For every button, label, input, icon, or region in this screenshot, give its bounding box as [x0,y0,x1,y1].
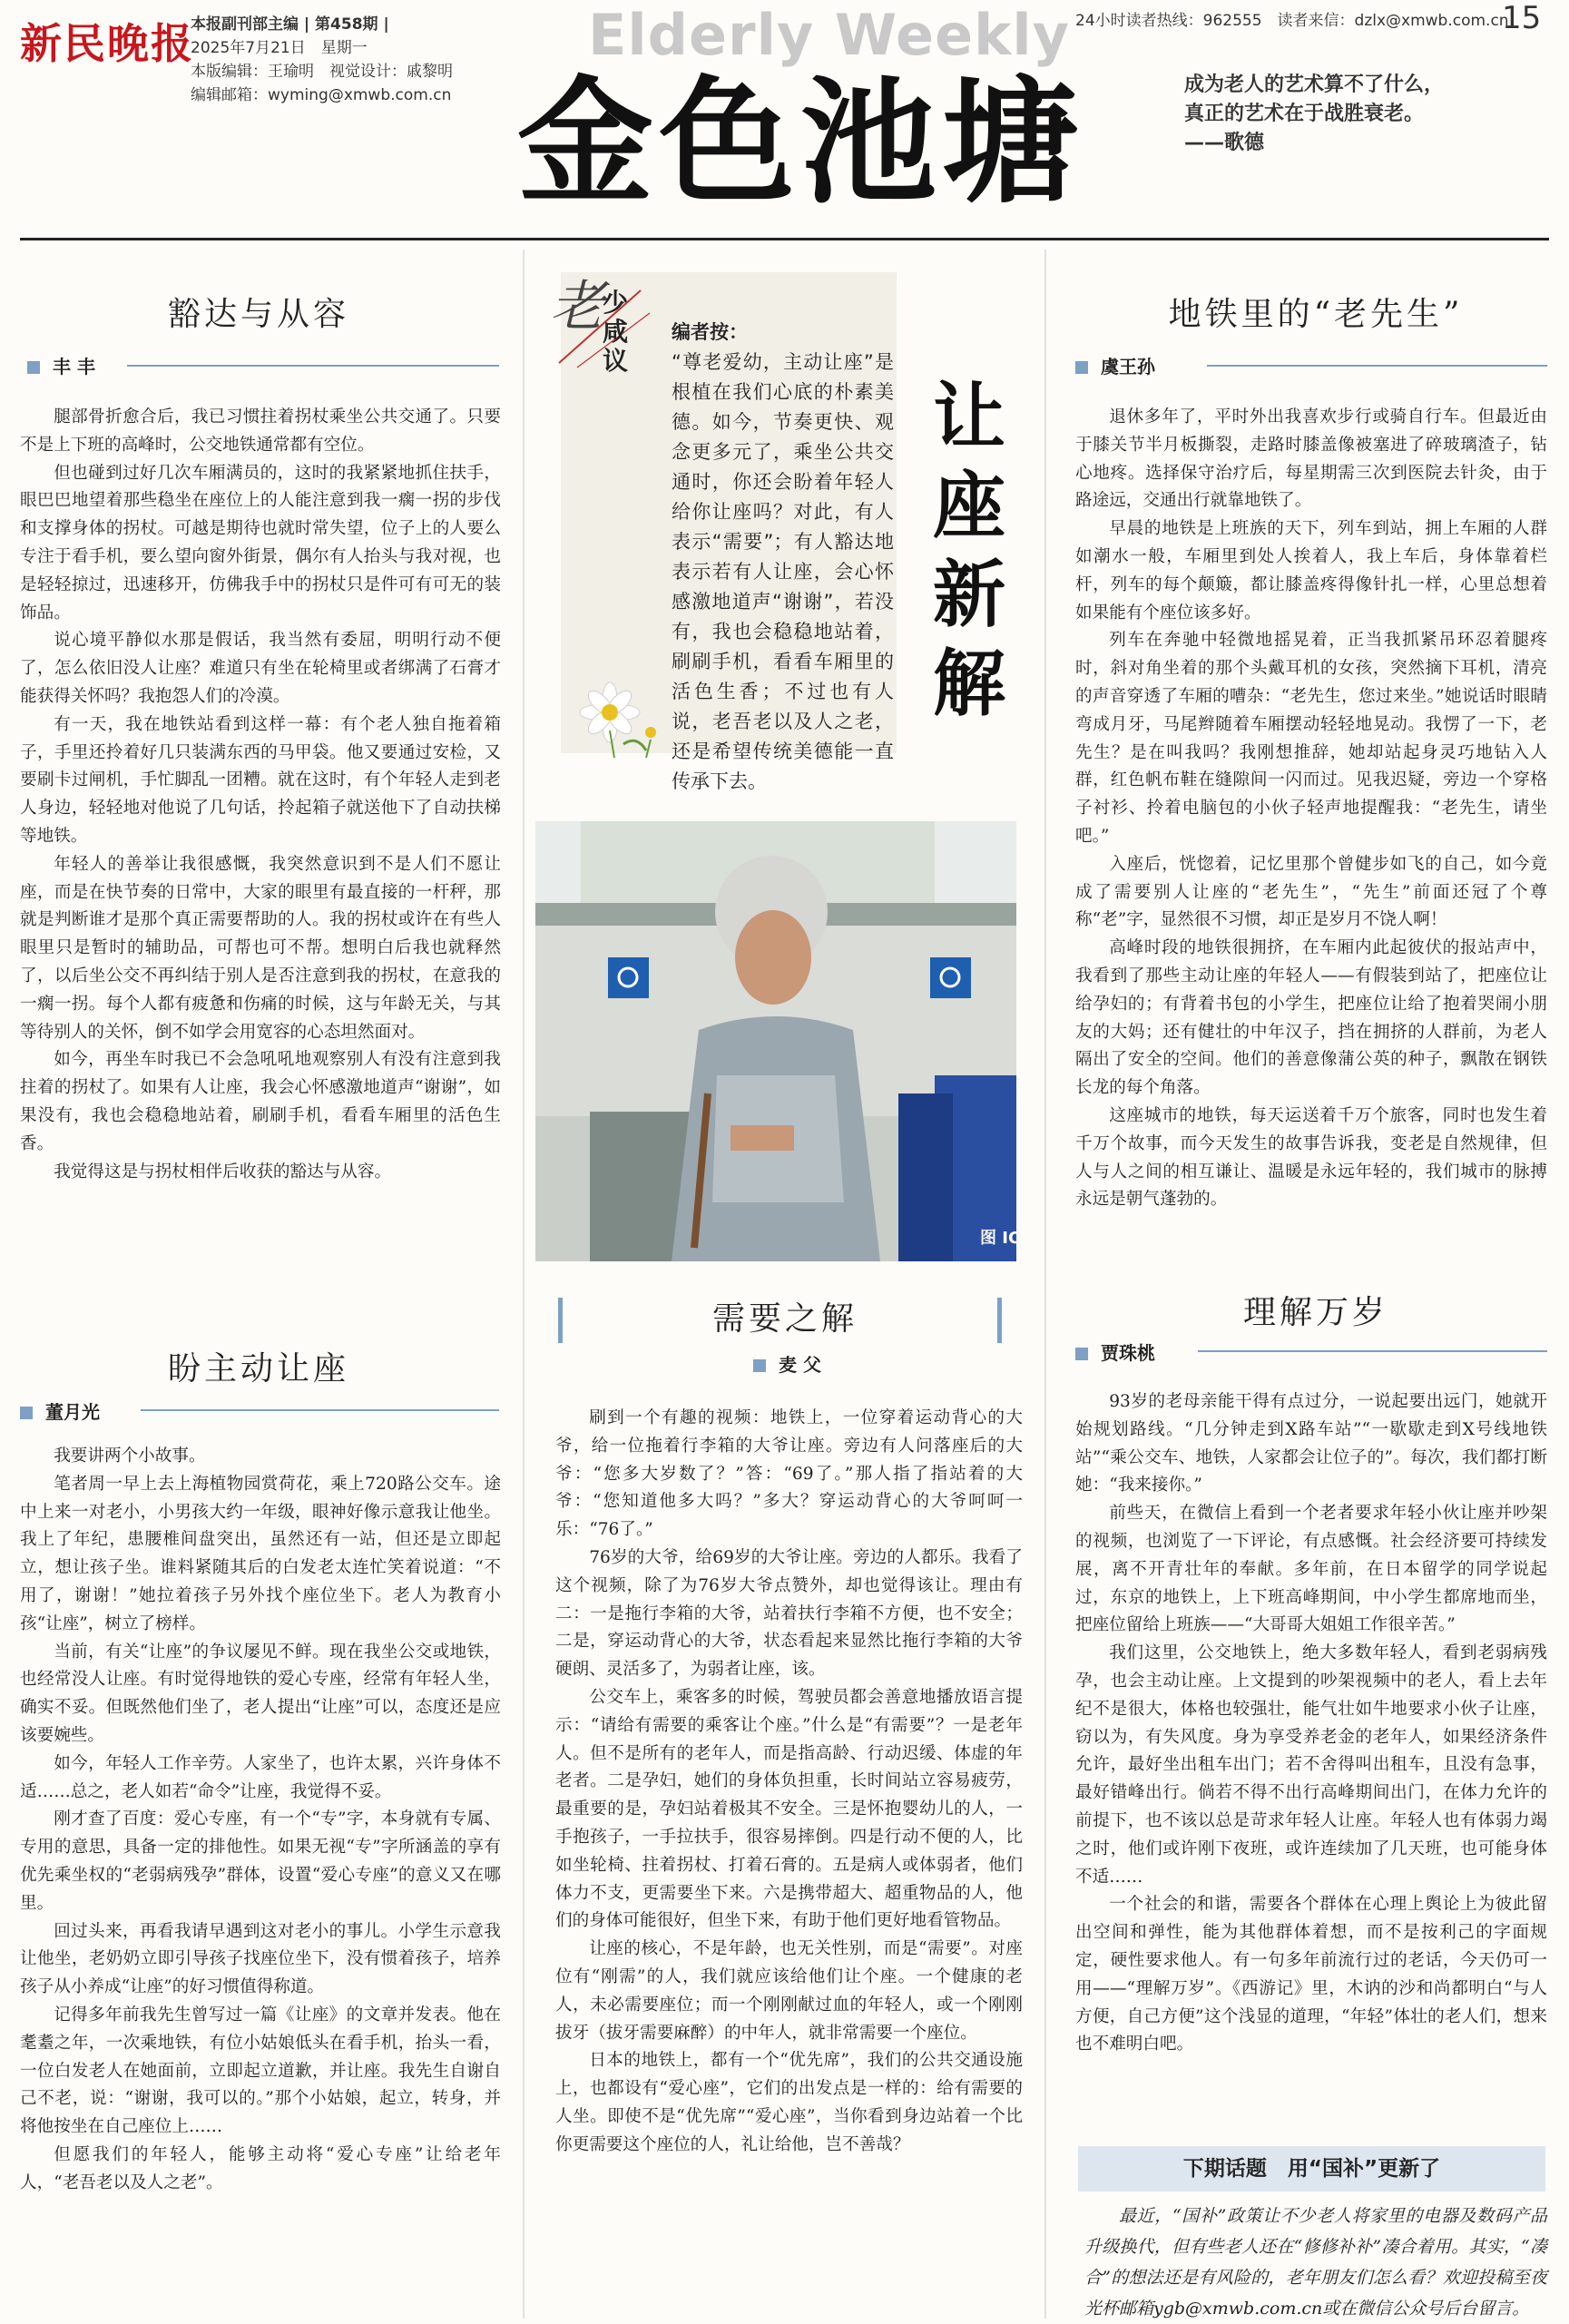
paragraph: 年轻人的善举让我很感慨，我突然意识到不是人们不愿让座，而是在快节奏的日常中，大家的眼里有最直接的一杆秤，那就是判断谁才是那个真正需要帮助的人。我的拐杖或许在有些人眼里只是暂时的辅助品，可帮也可不帮。想明白后我也就释然了，以后坐公交不再纠结于别人是否注意到我的拐杖，在意我的一瘸一拐。每个人都有疲惫和伤痛的时候，这与年龄无关，与其等待别人的关怀，倒不如学会用宽容的心态坦然面对。 [20,854,501,1042]
paragraph: 有一天，我在地铁站看到这样一幕：有个老人独自拖着箱子，手里还拎着好几只装满东西的马甲袋。他又要通过安检，又要刷卡过闸机，手忙脚乱一团糟。就在这时，有个年轻人走到老人身边，轻轻地对他说了几句话，拎起箱子就送他下了自动扶梯等地铁。 [20,714,501,846]
issue-meta [191,13,453,107]
column-seal [550,263,654,376]
article-1-rule [127,365,499,367]
paragraph: 我们这里，公交地铁上，绝大多数年轻人，看到老弱病残孕，也会主动让座。上文提到的吵架视频中的老人，看上去年纪不是很大，体格也较强壮，能气壮如牛地要求小伙子让座，窃以为，有失风度。身为享受养老金的老年人，如果经济条件允许，最好坐出租车出门；若不舍得叫出租车，且没有急事，最好错峰出行。倘若不得不出行高峰期间出门，在体力允许的前提下，也不该以总是苛求年轻人让座。年轻人也有体弱力竭之时，他们或许刚下夜班，或许连续加了几天班，也可能身体不适…… [1075,1643,1547,1887]
bus-seat-photo [535,821,1016,1261]
article-1-title: 豁达与从容 [167,296,349,333]
paragraph: 如今，年轻人工作辛劳。人家坐了，也许太累，兴许身体不适……总之，老人如若“命令”让座，我觉得不妥。 [20,1753,501,1801]
page-number: 15 [1502,0,1542,36]
article-1-body [20,404,501,1302]
paragraph: 最近，“国补”政策让不少老人将家里的电器及数码产品升级换代，但有些老人还在“修修补补”凑合着用。其实，“凑合”的想法还是有风险的，老年朋友们怎么看？欢迎投稿至夜光杯邮箱ygb@xmwb.com.cn或在微信公众号后台留言。 [1084,2206,1547,2319]
article-1-author: 丰 丰 [27,352,95,378]
paragraph: 76岁的大爷，给69岁的大爷让座。旁边的人都乐。我看了这个视频，除了为76岁大爷点赞外，却也觉得该让。理由有二：一是拖行李箱的大爷，站着扶行李箱不方便，也不安全；二是，穿运动背心的大爷，状态看起来显然比拖行李箱的大爷硬朗、灵活多了，为弱者让座，该。 [555,1547,1023,1680]
paragraph: 退休多年了，平时外出我喜欢步行或骑自行车。但最近由于膝关节半月板撕裂，走路时膝盖像被塞进了碎玻璃渣子，钻心地疼。选择保守治疗后，每星期需三次到医院去针灸，由于路途远，交通出行就靠地铁了。 [1075,407,1547,511]
daisy-flower-icon [574,676,673,758]
paragraph: 腿部骨折愈合后，我已习惯拄着拐杖乘坐公共交通了。只要不是上下班的高峰时，公交地铁通常都有空位。 [20,407,501,455]
paragraph: 记得多年前我先生曾写过一篇《让座》的文章并发表。他在耄耋之年，一次乘地铁，有位小姑娘低头在看手机，抬头一看，一位白发老人在她面前，立即起立道歉，并让座。我先生自谢自己不老，说：“谢谢，我可以的。”那个小姑娘，起立，转身，并将他按坐在自己座位上…… [20,2005,501,2137]
article-5-body [1075,1388,1547,2133]
paragraph: 这座城市的地铁，每天运送着千万个旅客，同时也发生着千万个故事，而今天发生的故事告诉我，变老是自然规律，但人与人之间的相互谦让、温暖是永远年轻的，我们城市的脉搏永远是朝气蓬勃的。 [1075,1105,1547,1210]
paragraph: 如今，再坐车时我已不会急吼吼地观察别人有没有注意到我拄着的拐杖了。如果有人让座，我会心怀感激地道声“谢谢”，如果没有，我也会稳稳地站着，刷刷手机，看看车厢里的活色生香。 [20,1050,501,1153]
article-4-author: 虞王孙 [1075,352,1155,378]
meta-line-2: 2025年7月21日 星期一 [191,39,368,57]
paragraph: 93岁的老母亲能干得有点过分，一说起要出远门，她就开始规划路线。“几分钟走到X路车站”“一歇歇走到X号线地铁站”“乘公交车、地铁，人家都会让位子的”。每次，我们都打断她：“我来接你。” [1075,1392,1547,1495]
title-bracket-right-icon [989,1298,1002,1343]
seal-lao: 老 [550,275,604,338]
next-topic-bar: 下期话题 用“国补”更新了 [1078,2146,1545,2192]
feature-title: 让座新解 [933,374,1005,726]
article-2-author: 董月光 [20,1397,100,1424]
article-3-body [555,1405,1023,2312]
editor-note [672,318,894,797]
article-4-title: 地铁里的“老先生” [1168,296,1464,333]
article-3-title: 需要之解 [711,1300,858,1338]
article-5-author: 贾珠桃 [1075,1339,1155,1365]
paragraph: 日本的地铁上，都有一个“优先席”，我们的公共交通设施上，也都设有“爱心座”，它们的出发点是一样的：给有需要的人坐。即使不是“优先席”“爱心座”，当你看到身边站着一个比你更需要这个座位的人，礼让给他，岂不善哉？ [555,2051,1023,2154]
article-4-rule [1207,365,1547,367]
newspaper-logo: 新民晚报 [20,19,194,68]
meta-line-4: 编辑邮箱：wyming@xmwb.com.cn [191,86,452,104]
header-rule [20,238,1549,240]
paragraph: 早晨的地铁是上班族的天下，列车到站，拥上车厢的人群如潮水一般，车厢里到处人挨着人，我上车后，身体靠着栏杆，列车的每个颠簸，都让膝盖疼得像针扎一样，心里总想着如果能有个座位该多好。 [1075,519,1547,623]
seal-column-name: 少咸议 [603,288,629,376]
paragraph: 但愿我们的年轻人，能够主动将“爱心专座”让给老年人，“老吾老以及人之老”。 [20,2144,501,2192]
next-topic-body [1084,2201,1547,2324]
paragraph: 刚才查了百度：爱心专座，有一个“专”字，本身就有专属、专用的意思，具备一定的排他性。如果无视“专”字所涵盖的享有优先乘坐权的“老弱病残孕”群体，设置“爱心专座”的意义又在哪里。 [20,1809,501,1913]
article-5-title: 理解万岁 [1242,1294,1388,1331]
paragraph: 我要讲两个小故事。 [54,1446,206,1466]
paragraph: 但也碰到过好几次车厢满员的，这时的我紧紧地抓住扶手，眼巴巴地望着那些稳坐在座位上的人能注意到我一瘸一拐的步伐和支撑身体的拐杖。可越是期待也就时常失望，位子上的人要么专注于看手机，要么望向窗外街景，偶尔有人抬头与我对视，也是轻轻掠过，迅速移开，仿佛我手中的拐杖只是件可有可无的装饰品。 [20,463,501,623]
meta-line-1: 本报副刊部主编 | 第458期 | [191,15,389,34]
meta-line-3: 本版编辑：王瑜明 视觉设计：戚黎明 [191,63,453,81]
column-divider-left [513,250,534,2319]
paragraph: 我觉得这是与拐杖相伴后收获的豁达与从容。 [54,1162,392,1182]
title-bracket-left-icon [558,1298,571,1343]
english-title: Elderly Weekly [588,2,1071,68]
article-2-rule [141,1409,499,1411]
reader-hotline: 24小时读者热线：962555 读者来信：dzlx@xmwb.com.cn [1075,12,1509,30]
goethe-quote: 成为老人的艺术算不了什么，真正的艺术在于战胜衰老。——歌德 [1184,74,1445,154]
paragraph: 列车在奔驰中轻微地摇晃着，正当我抓紧吊环忍着腿疼时，斜对角坐着的那个头戴耳机的女孩，突然摘下耳机，清亮的声音穿透了车厢的嘈杂：“老先生，您过来坐。”她说话时眼睛弯成月牙，马尾辫随着车厢摆动轻轻地晃动。我愣了一下，老先生？是在叫我吗？我刚想推辞，她却站起身灵巧地钻入人群，红色帆布鞋在缝隙间一闪而过。见我迟疑，旁边一个穿格子衬衫、拎着电脑包的小伙子轻声地提醒我：“老先生，请坐吧。” [1075,631,1547,846]
section-title: 金色池塘 [517,63,1084,222]
paragraph: 高峰时段的地铁很拥挤，在车厢内此起彼伏的报站声中，我看到了那些主动让座的年轻人——有假装到站了，把座位让给孕妇的；有背着书包的小学生，把座位让给了抱着哭闹小朋友的大妈；还有健壮的中年汉子，挡在拥挤的人群前，为老人隔出了安全的空间。他们的善意像蒲公英的种子，飘散在钢铁长龙的每个角落。 [1075,938,1547,1098]
article-5-rule [1198,1350,1547,1352]
paragraph: 说心境平静似水那是假话，我当然有委屈，明明行动不便了，怎么依旧没人让座？难道只有坐在轮椅里或者绑满了石膏才能获得关怀吗？我抱怨人们的冷漠。 [20,631,501,706]
paragraph: 一个社会的和谐，需要各个群体在心理上舆论上为彼此留出空间和弹性，能为其他群体着想，而不是按利己的字面规定，硬性要求他人。有一句多年前流行过的老话，今天仍可一用——“理解万岁”。《西游记》里，木讷的沙和尚都明白“与人方便，自己方便”这个浅显的道理，“年轻”体壮的老人们，想来也不难明白吧。 [1075,1895,1547,2054]
paragraph: 刷到一个有趣的视频：地铁上，一位穿着运动背心的大爷，给一位拖着行李箱的大爷让座。旁边有人问落座后的大爷：“您多大岁数了？”答：“69了。”那人指了指站着的大爷：“您知道他多大吗？”多大？穿运动背心的大爷呵呵一乐：“76了。” [555,1408,1023,1540]
article-2-title: 盼主动让座 [167,1350,349,1388]
article-4-body [1075,404,1547,1266]
article-3-author: 麦 父 [753,1350,821,1377]
paragraph: 公交车上，乘客多的时候，驾驶员都会善意地播放语言提示：“请给有需要的乘客让个座。”什么是“有需要”？一是老年人。但不是所有的老年人，而是指高龄、行动迟缓、体虚的年老者。二是孕妇，她们的身体负担重，长时间站立容易疲劳，最重要的是，孕妇站着极其不安全。三是怀抱婴幼儿的人，一手抱孩子，一手拉扶手，很容易摔倒。四是行动不便的人，比如坐轮椅、拄着拐杖、打着石膏的。五是病人或体弱者，他们体力不支，更需要坐下来。六是携带超大、超重物品的人，他们的身体可能很好，但坐下来，有助于他们更好地看管物品。 [555,1687,1023,1931]
paragraph: 笔者周一早上去上海植物园赏荷花，乘上720路公交车。途中上来一对老小，小男孩大约一年级，眼神好像示意我让他坐。我上了年纪，患腰椎间盘突出，虽然还有一站，但还是立即起立，想让孩子坐。谁料紧随其后的白发老太连忙笑着说道：“不用了，谢谢！”她拉着孩子另外找个座位坐下。老人为教育小孩“让座”，树立了榜样。 [20,1474,501,1633]
paragraph: 让座的核心，不是年龄，也无关性别，而是“需要”。对座位有“刚需”的人，我们就应该给他们让个座。一个健康的老人，未必需要座位；而一个刚刚献过血的年轻人，或一个刚刚拔牙（拔牙需要麻醉）的中年人，就非常需要一个座位。 [555,1939,1023,2043]
column-divider-right [1035,250,1056,2319]
paragraph: 回过头来，再看我请早遇到这对老小的事儿。小学生示意我让他坐，老奶奶立即引导孩子找座位坐下，没有惯着孩子，培养孩子从小养成“让座”的好习惯值得称道。 [20,1921,501,1997]
paragraph: 前些天，在微信上看到一个老者要求年轻小伙让座并吵架的视频，也浏览了一下评论，有点感慨。社会经济要可持续发展，离不开青壮年的奉献。多年前，在日本留学的同学说起过，东京的地铁上，上下班高峰期间，中小学生都席地而坐，把座位留给上班族——“大哥哥大姐姐工作很辛苦。” [1075,1504,1547,1635]
editor-note-head: 编者按： [672,321,748,343]
paragraph: 当前，有关“让座”的争议屡见不鲜。现在我坐公交或地铁，也经常没人让座。有时觉得地铁的爱心专座，经常有年轻人坐，确实不妥。但既然他们坐了，老人提出“让座”可以，态度还是应该要婉些。 [20,1642,501,1745]
editor-note-body: “尊老爱幼，主动让座”是根植在我们心底的朴素美德。如今，节奏更快、观念更多元了，乘坐公共交通时，你还会盼着年轻人给你让座吗？对此，有人表示“需要”；有人豁达地表示若有人让座，会心怀感激地道声“谢谢”，若没有，我也会稳稳地站着，刷刷手机，看看车厢里的活色生香；不过也有人说，老吾老以及人之老，还是希望传统美德能一直传承下去。 [672,351,894,792]
photo-credit: 图 IC [980,1229,1021,1248]
article-2-body [20,1443,501,2314]
paragraph: 入座后，恍惚着，记忆里那个曾健步如飞的自己，如今竟成了需要别人让座的“老先生”，“先生”前面还冠了个尊称“老”字，显然很不习惯，却正是岁月不饶人啊！ [1075,854,1547,930]
